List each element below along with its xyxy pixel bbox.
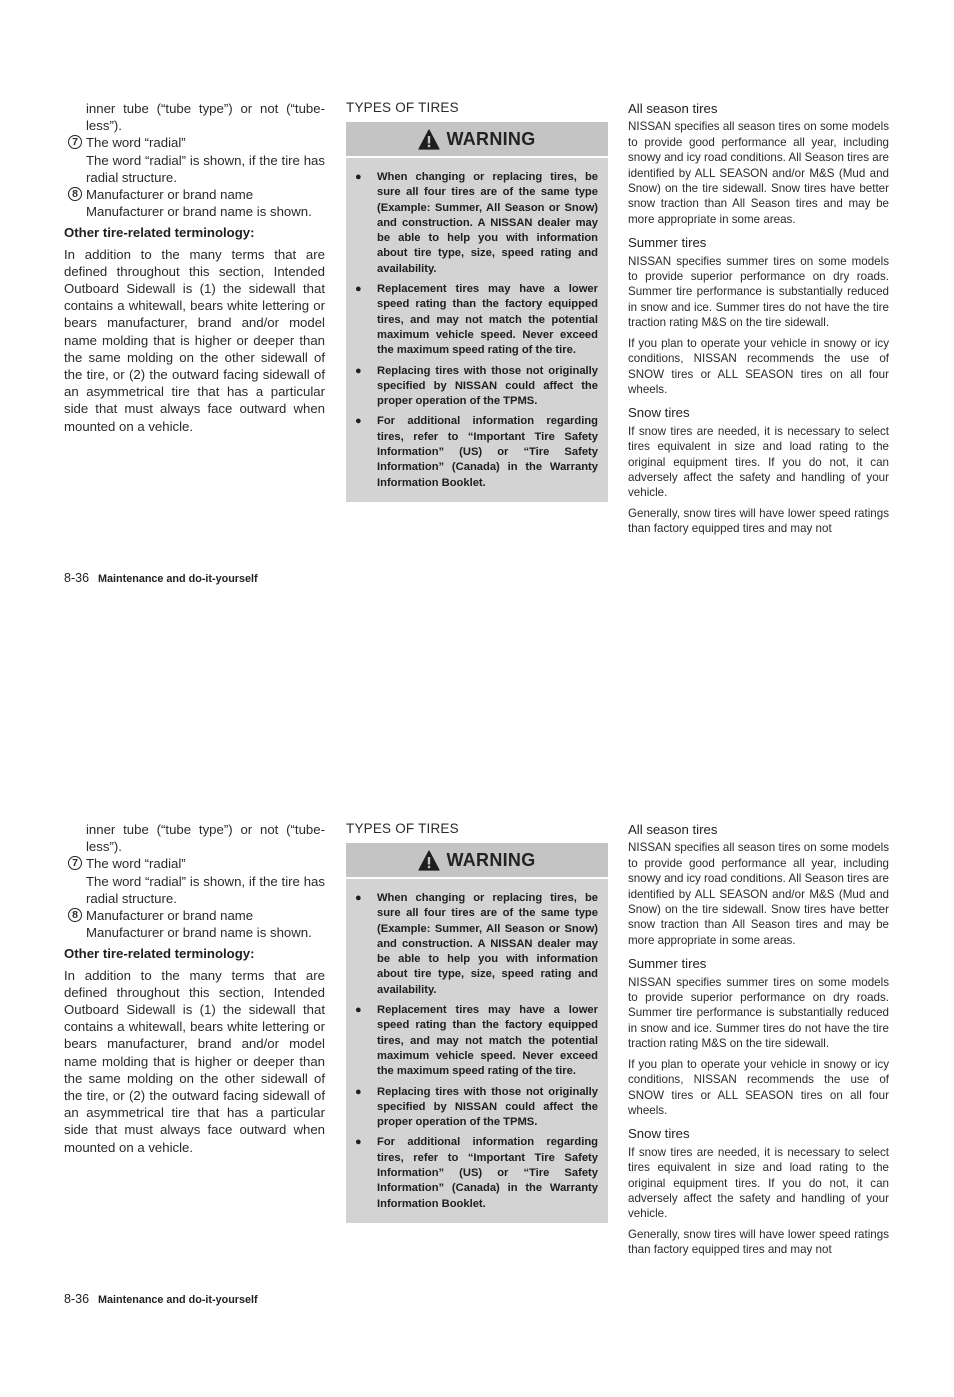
warning-bullet: ● For additional information regarding tires, refer to “Important Tire Safety Information” (US) or “Tire Safety Information” (Canada) in the Warranty Information Booklet. xyxy=(355,1135,598,1211)
subheading: Other tire-related terminology: xyxy=(64,225,255,241)
snow-text-2: Generally, snow tires will have lower speed ratings than factory equipped tires and may not xyxy=(628,1227,889,1257)
summer-text-2: If you plan to operate your vehicle in snowy or icy conditions, NISSAN recommends the use of SNOW tires or ALL SEASON tires on all four wheels. xyxy=(628,1057,889,1117)
bullet-dot-icon: ● xyxy=(355,1085,362,1098)
item-description: Manufacturer or brand name is shown. xyxy=(86,204,312,220)
warning-bullet: ● Replacing tires with those not originally specified by NISSAN could affect the proper operation of the TPMS. xyxy=(355,364,598,410)
warning-triangle-icon xyxy=(418,850,440,871)
bullet-dot-icon: ● xyxy=(355,283,362,296)
bullet-dot-icon: ● xyxy=(355,892,362,904)
section-title: TYPES OF TIRES xyxy=(346,821,459,836)
warning-box xyxy=(346,122,608,502)
intro-line: inner tube (“tube type”) or not (“tube-less”). xyxy=(86,822,325,855)
right-column xyxy=(628,101,889,542)
page-number: 8-36 xyxy=(64,1292,90,1306)
item-title: The word “radial” xyxy=(86,135,186,151)
list-item-8 xyxy=(64,186,325,220)
warning-list xyxy=(346,158,608,502)
item-description: The word “radial” is shown, if the tire has radial structure. xyxy=(86,873,325,906)
circled-number-7-icon: 7 xyxy=(68,135,82,149)
left-column xyxy=(64,821,325,1156)
intro-line: inner tube (“tube type”) or not (“tube-less”). xyxy=(86,101,325,134)
manual-page-top xyxy=(0,0,954,676)
left-column xyxy=(64,100,325,435)
all-season-heading: All season tires xyxy=(628,101,718,116)
subheading: Other tire-related terminology: xyxy=(64,946,255,962)
warning-header xyxy=(346,122,608,158)
list-item-7 xyxy=(64,855,325,907)
section-title: TYPES OF TIRES xyxy=(346,100,459,115)
snow-heading: Snow tires xyxy=(628,1126,690,1142)
item-title: The word “radial” xyxy=(86,856,186,872)
warning-title: WARNING xyxy=(446,128,536,149)
manual-page-bottom xyxy=(0,721,954,1397)
middle-column xyxy=(346,100,608,502)
item-title: Manufacturer or brand name xyxy=(86,908,254,924)
item-description: The word “radial” is shown, if the tire has radial structure. xyxy=(86,152,325,185)
item-title: Manufacturer or brand name xyxy=(86,187,254,203)
warning-header xyxy=(346,843,608,879)
right-column xyxy=(628,822,889,1263)
list-item-8 xyxy=(64,907,325,941)
warning-bullet: ● When changing or replacing tires, be sure all four tires are of the same type (Example: Summer, All Season or Snow) and construction. A NISSAN dealer may be able to help you with information about tire type, size, speed rating and availability. xyxy=(355,170,598,277)
warning-list xyxy=(346,879,608,1223)
page-footer xyxy=(64,571,258,585)
middle-column xyxy=(346,821,608,1223)
snow-text-2: Generally, snow tires will have lower speed ratings than factory equipped tires and may not xyxy=(628,506,889,536)
snow-text: If snow tires are needed, it is necessary to select tires equivalent in size and load rating to the original equipment tires. If you do not, it can adversely affect the safety and handling of your vehicle. xyxy=(628,424,889,500)
summer-heading: Summer tires xyxy=(628,235,707,251)
warning-bullet: ● Replacement tires may have a lower speed rating than the factory equipped tires, and may not match the potential maximum vehicle speed. Never exceed the maximum speed rating of the tire. xyxy=(355,282,598,358)
warning-bullet: ● When changing or replacing tires, be sure all four tires are of the same type (Example: Summer, All Season or Snow) and construction. A NISSAN dealer may be able to help you with information about tire type, size, speed rating and availability. xyxy=(355,891,598,998)
footer-section: Maintenance and do-it-yourself xyxy=(98,573,258,585)
bullet-dot-icon: ● xyxy=(355,415,362,428)
warning-bullet: ● Replacement tires may have a lower speed rating than the factory equipped tires, and may not match the potential maximum vehicle speed. Never exceed the maximum speed rating of the tire. xyxy=(355,1003,598,1079)
item-description: Manufacturer or brand name is shown. xyxy=(86,925,312,941)
warning-box xyxy=(346,843,608,1223)
list-item-7 xyxy=(64,134,325,186)
warning-bullet: ● Replacing tires with those not originally specified by NISSAN could affect the proper operation of the TPMS. xyxy=(355,1085,598,1131)
warning-title: WARNING xyxy=(446,849,536,870)
warning-triangle-icon xyxy=(418,129,440,150)
all-season-text: NISSAN specifies all season tires on some models to provide good performance all year, including snowy and icy road conditions. All Season tires are identified by ALL SEASON and/or M&S (Mud and Snow) on the tire sidewall. Snow tires have better snow traction than All Season tires and may be more appropriate in some areas. xyxy=(628,841,890,947)
all-season-heading: All season tires xyxy=(628,822,718,837)
terminology-paragraph: In addition to the many terms that are defined throughout this section, Intended Outboard Sidewall is (1) the sidewall that contains a whitewall, bears white lettering or bears manufacturer, brand and/or model name molding that is higher or deeper than the same molding on the other sidewall of the tire, or (2) the outward facing sidewall of an asymmetrical tire that has a particular side that must always face outward when mounted on a vehicle. xyxy=(64,967,325,1155)
footer-section: Maintenance and do-it-yourself xyxy=(98,1294,258,1306)
summer-text: NISSAN specifies summer tires on some models to provide superior performance on dry roads. Summer tire performance is substantially reduced in snow and ice. Summer tires do not have the tire traction rating M&S on the tire sidewall. xyxy=(628,254,889,330)
summer-text: NISSAN specifies summer tires on some models to provide superior performance on dry roads. Summer tire performance is substantially reduced in snow and ice. Summer tires do not have the tire traction rating M&S on the tire sidewall. xyxy=(628,975,889,1051)
summer-heading: Summer tires xyxy=(628,956,707,972)
snow-heading: Snow tires xyxy=(628,405,690,421)
bullet-dot-icon: ● xyxy=(355,171,362,183)
warning-bullet: ● For additional information regarding tires, refer to “Important Tire Safety Information” (US) or “Tire Safety Information” (Canada) in the Warranty Information Booklet. xyxy=(355,414,598,490)
circled-number-8-icon: 8 xyxy=(68,187,82,201)
bullet-dot-icon: ● xyxy=(355,1136,362,1149)
circled-number-8-icon: 8 xyxy=(68,908,82,922)
all-season-text: NISSAN specifies all season tires on some models to provide good performance all year, including snowy and icy road conditions. All Season tires are identified by ALL SEASON and/or M&S (Mud and Snow) on the tire sidewall. Snow tires have better snow traction than All Season tires and may be more appropriate in some areas. xyxy=(628,120,890,226)
circled-number-7-icon: 7 xyxy=(68,856,82,870)
terminology-paragraph: In addition to the many terms that are defined throughout this section, Intended Outboard Sidewall is (1) the sidewall that contains a whitewall, bears white lettering or bears manufacturer, brand and/or model name molding that is higher or deeper than the same molding on the other sidewall of the tire, or (2) the outward facing sidewall of an asymmetrical tire that has a particular side that must always face outward when mounted on a vehicle. xyxy=(64,246,325,434)
page-number: 8-36 xyxy=(64,571,90,585)
bullet-dot-icon: ● xyxy=(355,364,362,377)
page-footer xyxy=(64,1292,258,1306)
bullet-dot-icon: ● xyxy=(355,1004,362,1017)
summer-text-2: If you plan to operate your vehicle in snowy or icy conditions, NISSAN recommends the use of SNOW tires or ALL SEASON tires on all four wheels. xyxy=(628,336,889,396)
snow-text: If snow tires are needed, it is necessary to select tires equivalent in size and load rating to the original equipment tires. If you do not, it can adversely affect the safety and handling of your vehicle. xyxy=(628,1145,889,1221)
